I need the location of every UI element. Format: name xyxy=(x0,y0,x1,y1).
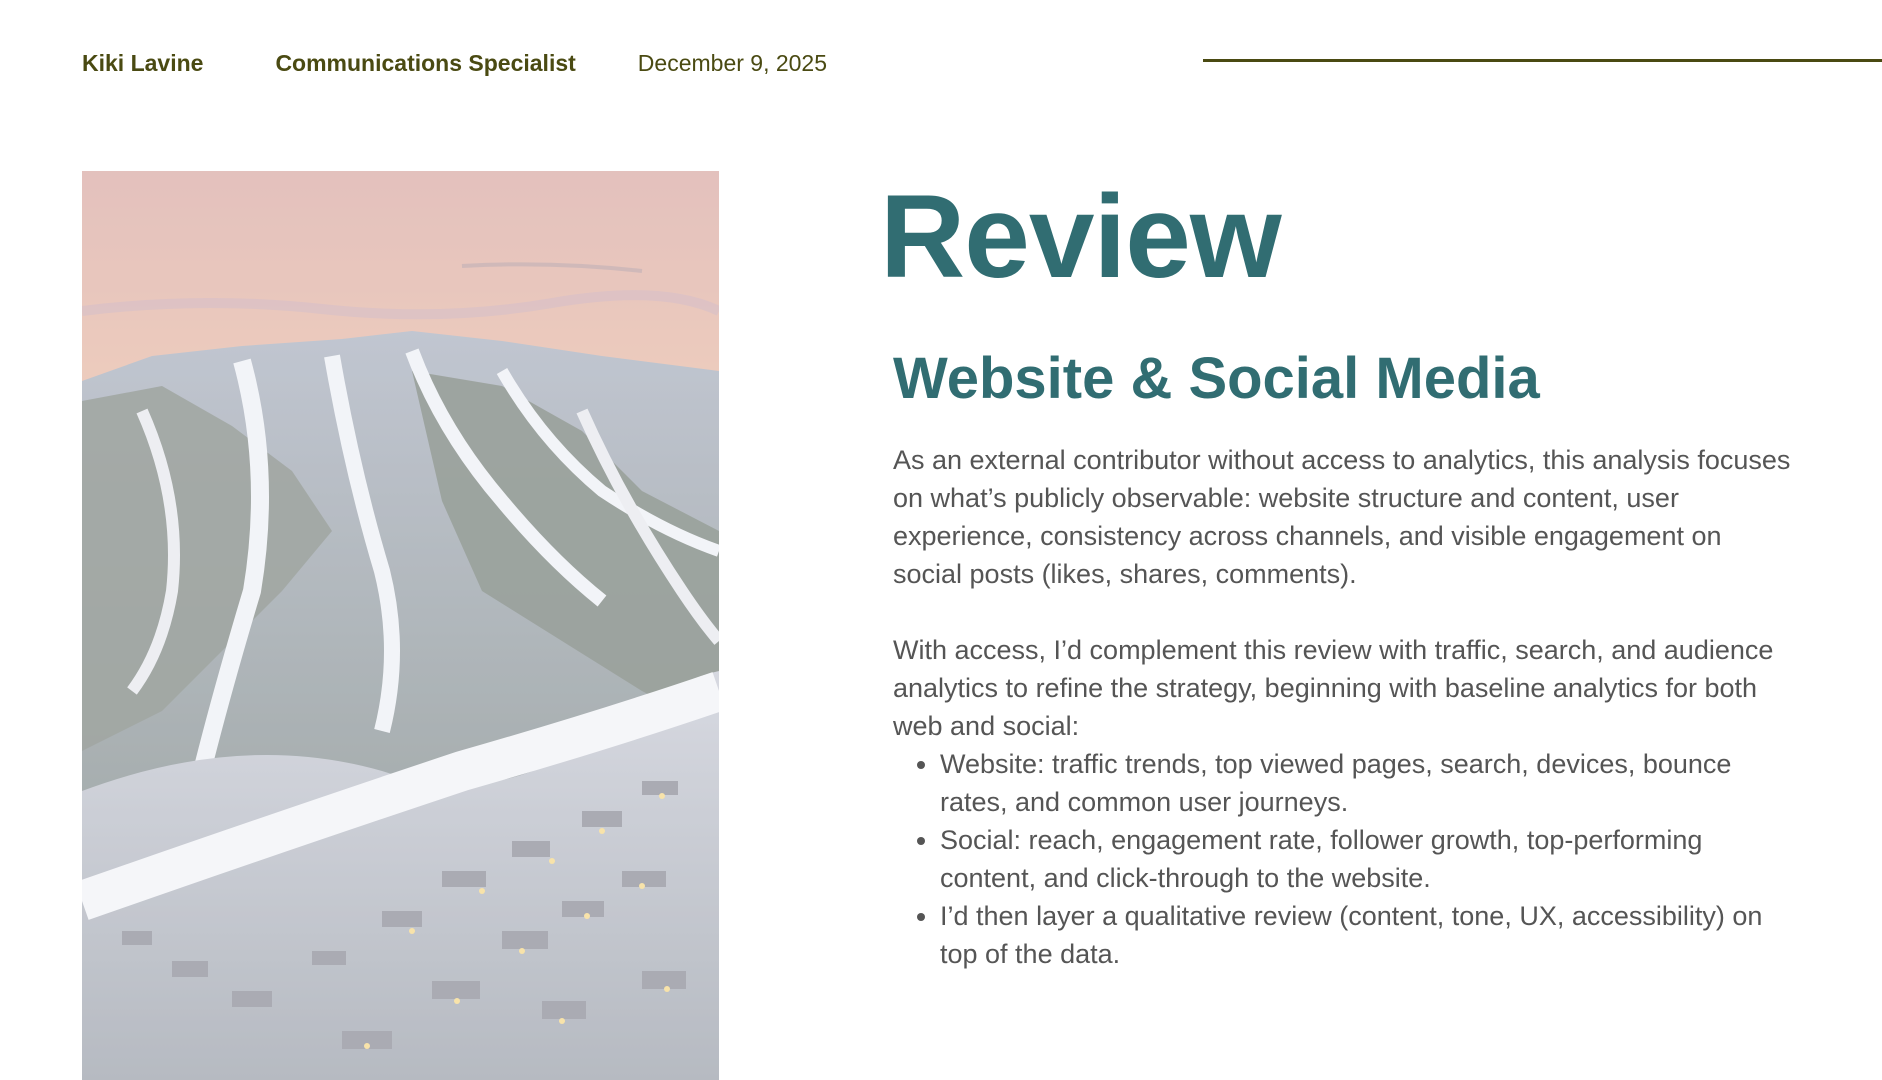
paragraph-spacer xyxy=(893,593,1793,631)
list-item-qualitative: • I’d then layer a qualitative review (content, tone, UX, accessibility) on top of the data. xyxy=(940,897,1793,973)
document-date: December 9, 2025 xyxy=(637,49,828,76)
list-item-website: • Website: traffic trends, top viewed pages, search, devices, bounce rates, and common user journeys. xyxy=(940,745,1793,821)
intro-paragraph: As an external contributor without access to analytics, this analysis focuses on what’s publicly observable: website structure and content, user experience, consistency across channels, and visible engagement on social posts (likes, shares, comments). xyxy=(893,445,1791,589)
section-subtitle: Website & Social Media xyxy=(893,346,1540,411)
ski-resort-photo xyxy=(82,171,719,1080)
author-role: Communications Specialist xyxy=(275,49,576,76)
photo-overlay xyxy=(82,171,719,1080)
analytics-list xyxy=(893,745,1793,973)
author-name: Kiki Lavine xyxy=(82,49,204,76)
list-item-social: • Social: reach, engagement rate, follower growth, top-performing content, and click-through to the website. xyxy=(940,821,1793,897)
header-divider xyxy=(1203,59,1882,62)
page-title: Review xyxy=(880,171,1281,303)
body-content xyxy=(893,441,1793,973)
analytics-paragraph: With access, I’d complement this review with traffic, search, and audience analytics to refine the strategy, beginning with baseline analytics for both web and social: xyxy=(893,635,1774,741)
header xyxy=(82,48,827,78)
